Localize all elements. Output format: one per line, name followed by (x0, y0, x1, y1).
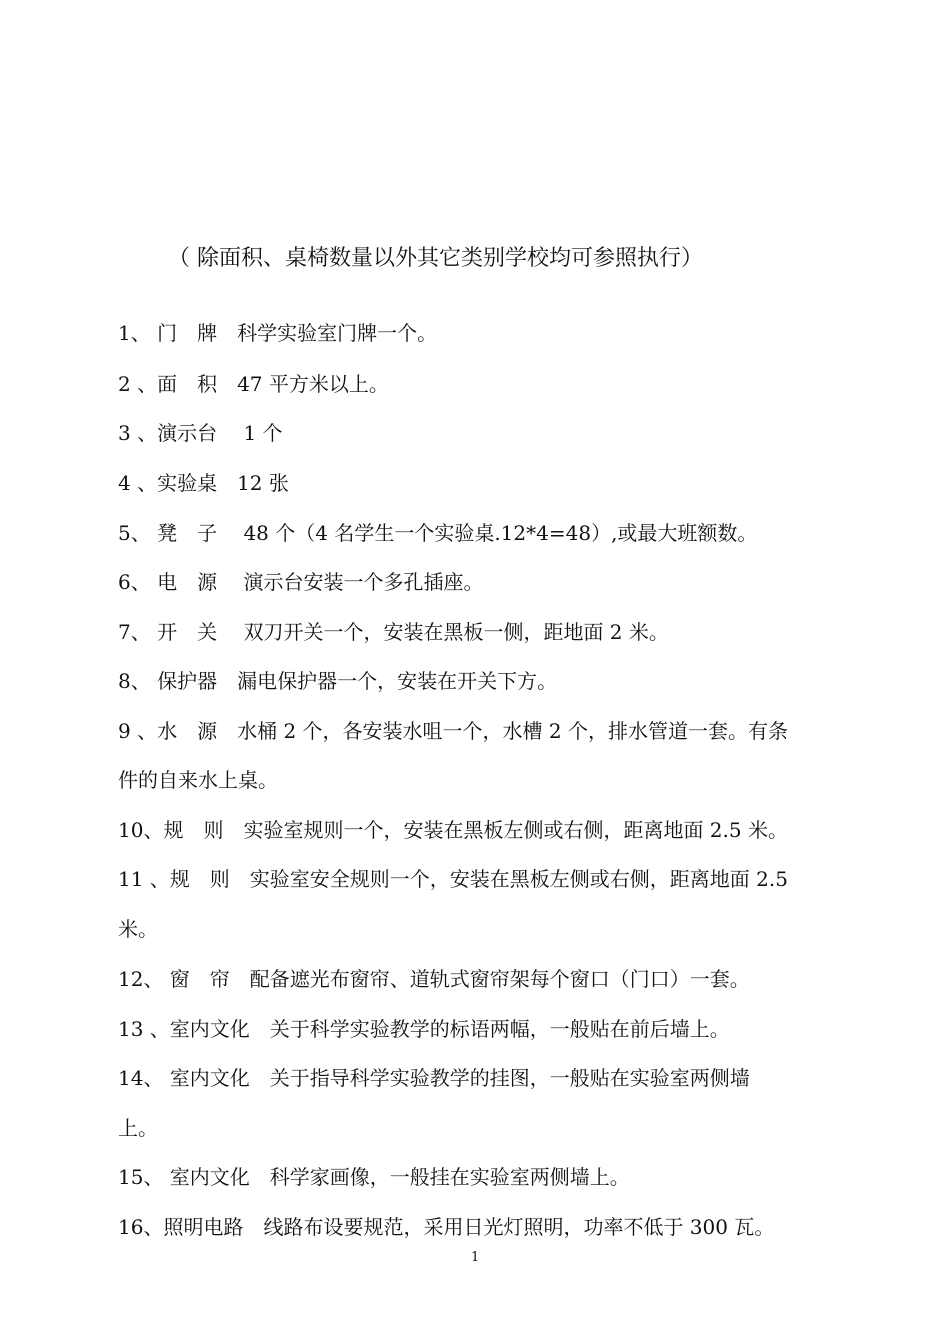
page-number: 1 (471, 1250, 480, 1265)
item-line: 3 、演示台 1 个 (118, 421, 283, 445)
item-line-continuation: 件的自来水上桌。 (118, 768, 278, 792)
item-line: 5、 凳 子 48 个（4 名学生一个实验桌.12*4=48）,或最大班额数。 (118, 521, 758, 545)
item-line: 10、规 则 实验室规则一个，安装在黑板左侧或右侧，距离地面 2.5 米。 (118, 818, 788, 842)
item-line: 13 、室内文化 关于科学实验教学的标语两幅，一般贴在前后墙上。 (118, 1017, 730, 1041)
item-line: 4 、实验桌 12 张 (118, 471, 289, 495)
item-line: 14、 室内文化 关于指导科学实验教学的挂图，一般贴在实验室两侧墙 (118, 1066, 750, 1090)
item-line: 8、 保护器 漏电保护器一个，安装在开关下方。 (118, 669, 558, 693)
item-line: 1、 门 牌 科学实验室门牌一个。 (118, 321, 438, 345)
document-subtitle: （ 除面积、桌椅数量以外其它类别学校均可参照执行） (168, 246, 703, 271)
item-line-continuation: 上。 (118, 1116, 158, 1140)
item-line: 6、 电 源 演示台安装一个多孔插座。 (118, 570, 484, 594)
item-line: 2 、面 积 47 平方米以上。 (118, 372, 389, 396)
item-line: 7、 开 关 双刀开关一个，安装在黑板一侧，距地面 2 米。 (118, 620, 669, 644)
item-line: 9 、水 源 水桶 2 个，各安装水咀一个，水槽 2 个，排水管道一套。有条 (118, 719, 788, 743)
item-line: 11 、规 则 实验室安全规则一个，安装在黑板左侧或右侧，距离地面 2.5 (118, 867, 788, 891)
item-line-continuation: 米。 (118, 917, 158, 941)
item-line: 16、照明电路 线路布设要规范，采用日光灯照明，功率不低于 300 瓦。 (118, 1215, 775, 1239)
item-line: 12、 窗 帘 配备遮光布窗帘、道轨式窗帘架每个窗口（门口）一套。 (118, 967, 750, 991)
item-line: 15、 室内文化 科学家画像，一般挂在实验室两侧墙上。 (118, 1165, 630, 1189)
